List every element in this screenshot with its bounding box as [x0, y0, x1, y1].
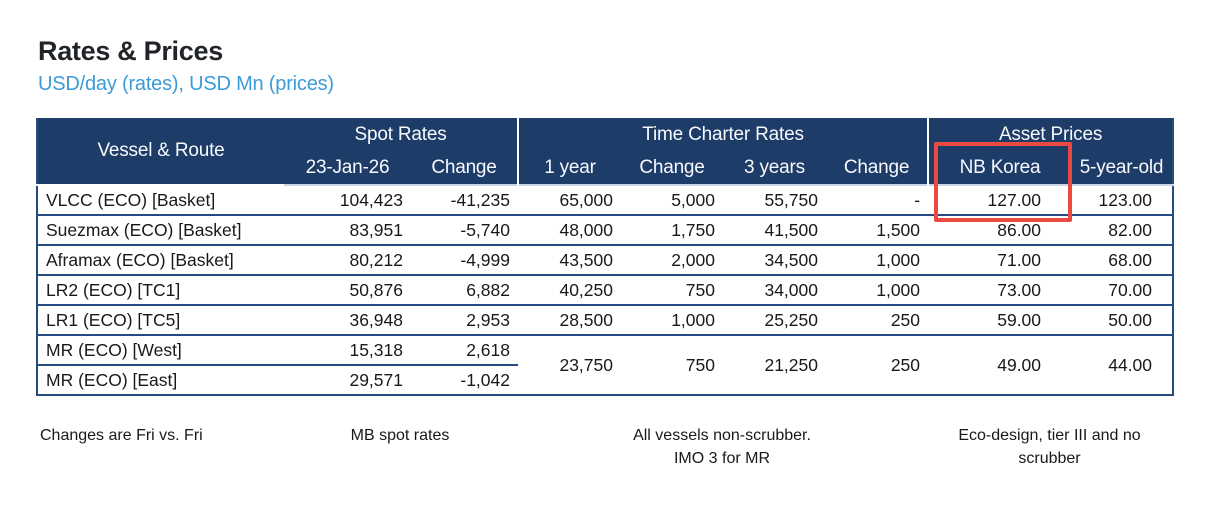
page-subtitle: USD/day (rates), USD Mn (prices)	[38, 73, 334, 95]
value-cell: 34,500	[723, 245, 826, 275]
col-header-3-years-change: Change	[826, 151, 928, 185]
group-header-time-charter-rates: Time Charter Rates	[518, 118, 928, 151]
value-cell: 40,250	[518, 275, 621, 305]
value-cell: 36,948	[284, 305, 411, 335]
col-header-1-year-change: Change	[621, 151, 723, 185]
value-cell: 48,000	[518, 215, 621, 245]
value-cell: 71.00	[928, 245, 1071, 275]
mr-merged-value-cell: 750	[621, 335, 723, 395]
footnotes-row	[36, 424, 1172, 470]
col-header-spot-date: 23-Jan-26	[284, 151, 411, 185]
footnote-spot-source: MB spot rates	[350, 427, 450, 444]
value-cell: 5,000	[621, 185, 723, 215]
mr-merged-value-cell: 21,250	[723, 335, 826, 395]
value-cell: -41,235	[411, 185, 518, 215]
vessel-cell: LR2 (ECO) [TC1]	[37, 275, 284, 305]
value-cell: 55,750	[723, 185, 826, 215]
vessel-cell: LR1 (ECO) [TC5]	[37, 305, 284, 335]
value-cell: 2,618	[411, 335, 518, 365]
nb-korea-highlighted-cell: 127.00	[928, 185, 1071, 215]
value-cell: 70.00	[1071, 275, 1173, 305]
vessel-cell: MR (ECO) [East]	[37, 365, 284, 395]
value-cell: 83,951	[284, 215, 411, 245]
value-cell: 41,500	[723, 215, 826, 245]
value-cell: 1,750	[621, 215, 723, 245]
col-header-vessel-route: Vessel & Route	[37, 118, 284, 185]
value-cell: 1,500	[826, 215, 928, 245]
value-cell: 29,571	[284, 365, 411, 395]
value-cell: 43,500	[518, 245, 621, 275]
table-row-vlcc	[37, 185, 1173, 215]
mr-merged-value-cell: 250	[826, 335, 928, 395]
value-cell: 123.00	[1071, 185, 1173, 215]
value-cell: 65,000	[518, 185, 621, 215]
value-cell: 25,250	[723, 305, 826, 335]
value-cell: 50.00	[1071, 305, 1173, 335]
value-cell: 86.00	[928, 215, 1071, 245]
vessel-cell: Aframax (ECO) [Basket]	[37, 245, 284, 275]
value-cell: 59.00	[928, 305, 1071, 335]
value-cell: 80,212	[284, 245, 411, 275]
value-cell: 34,000	[723, 275, 826, 305]
col-header-spot-change: Change	[411, 151, 518, 185]
footnote-changes: Changes are Fri vs. Fri	[40, 427, 203, 444]
page-title: Rates & Prices	[38, 36, 223, 66]
value-cell: 1,000	[621, 305, 723, 335]
rates-prices-table	[36, 118, 1174, 396]
value-cell: 750	[621, 275, 723, 305]
value-cell: 250	[826, 305, 928, 335]
table-group-header-row	[37, 118, 1173, 151]
value-cell: 2,953	[411, 305, 518, 335]
table-row-lr2	[37, 275, 1173, 305]
value-cell: 82.00	[1071, 215, 1173, 245]
vessel-cell: Suezmax (ECO) [Basket]	[37, 215, 284, 245]
table-row-suezmax	[37, 215, 1173, 245]
table-row-aframax	[37, 245, 1173, 275]
table-row-mr-west	[37, 335, 1173, 365]
value-cell: 1,000	[826, 275, 928, 305]
rates-table-container	[36, 118, 1172, 396]
mr-merged-value-cell: 23,750	[518, 335, 621, 395]
value-cell: 2,000	[621, 245, 723, 275]
value-cell: 1,000	[826, 245, 928, 275]
col-header-5-year-old: 5-year-old	[1071, 151, 1173, 185]
table-row-lr1	[37, 305, 1173, 335]
col-header-1-year: 1 year	[518, 151, 621, 185]
value-cell: 104,423	[284, 185, 411, 215]
value-cell: -4,999	[411, 245, 518, 275]
value-cell: -	[826, 185, 928, 215]
mr-merged-value-cell: 44.00	[1071, 335, 1173, 395]
col-header-nb-korea: NB Korea	[928, 151, 1071, 185]
footnote-asset-prices: Eco-design, tier III and no scrubber	[958, 427, 1141, 467]
value-cell: 15,318	[284, 335, 411, 365]
value-cell: 6,882	[411, 275, 518, 305]
mr-merged-value-cell: 49.00	[928, 335, 1071, 395]
value-cell: -1,042	[411, 365, 518, 395]
group-header-spot-rates: Spot Rates	[284, 118, 518, 151]
footnote-time-charter: All vessels non-scrubber. IMO 3 for MR	[633, 427, 811, 467]
col-header-3-years: 3 years	[723, 151, 826, 185]
value-cell: 73.00	[928, 275, 1071, 305]
value-cell: 68.00	[1071, 245, 1173, 275]
value-cell: -5,740	[411, 215, 518, 245]
vessel-cell: MR (ECO) [West]	[37, 335, 284, 365]
value-cell: 28,500	[518, 305, 621, 335]
value-cell: 50,876	[284, 275, 411, 305]
vessel-cell: VLCC (ECO) [Basket]	[37, 185, 284, 215]
group-header-asset-prices: Asset Prices	[928, 118, 1173, 151]
